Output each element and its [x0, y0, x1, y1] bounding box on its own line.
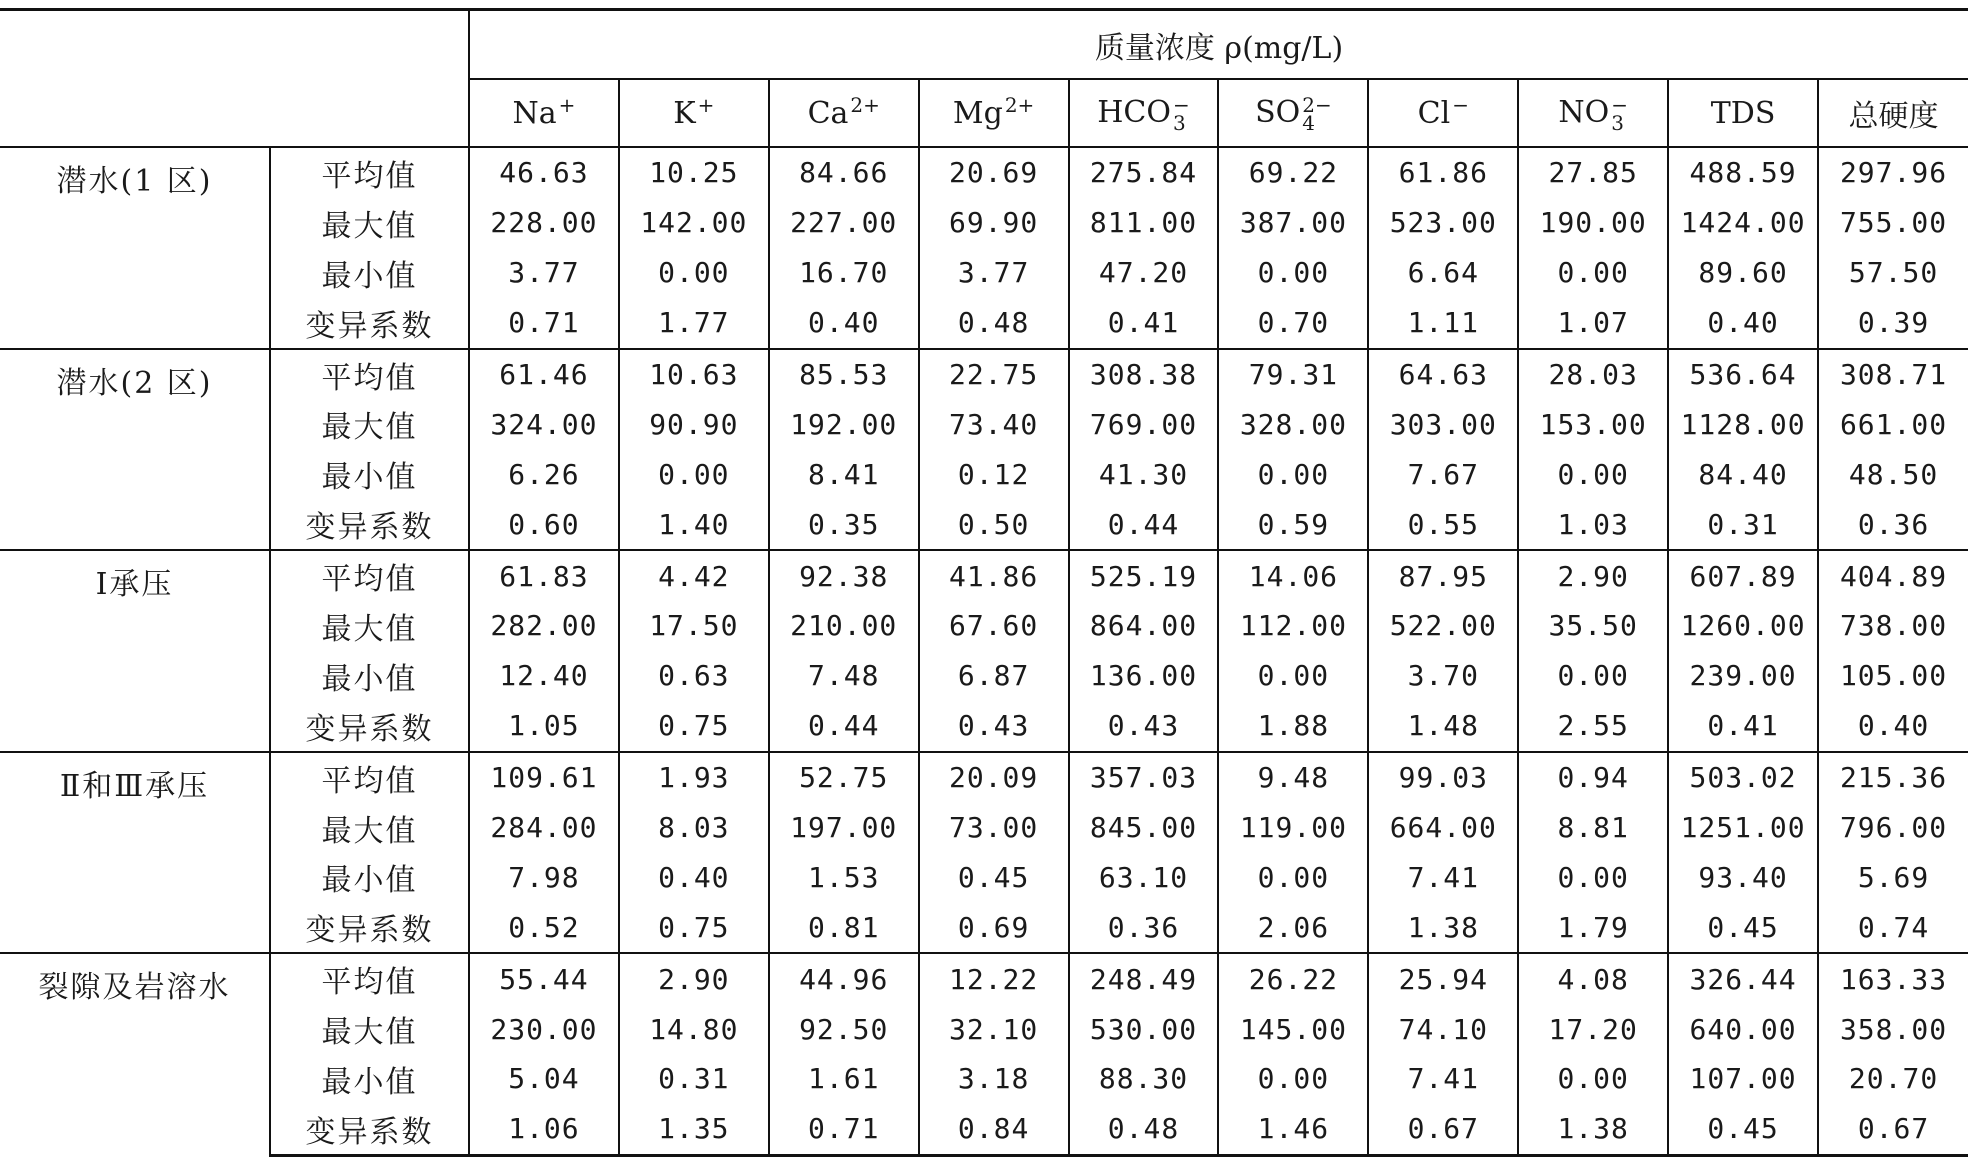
value-cell: 6.26 — [469, 449, 619, 499]
value-cell: 210.00 — [769, 601, 919, 651]
value-cell: 811.00 — [1069, 198, 1219, 248]
column-header — [1218, 79, 1368, 147]
column-header — [769, 79, 919, 147]
value-cell: 284.00 — [469, 803, 619, 853]
aquifer-group-label: 潜水(2 区) — [0, 349, 270, 551]
value-cell: 0.31 — [1668, 499, 1818, 550]
value-cell: 0.59 — [1218, 499, 1368, 550]
charge-superscript: + — [558, 92, 576, 117]
value-cell: 0.74 — [1818, 902, 1968, 953]
value-cell: 2.55 — [1518, 701, 1668, 752]
value-cell: 69.22 — [1218, 147, 1368, 198]
value-cell: 640.00 — [1668, 1004, 1818, 1054]
value-cell: 769.00 — [1069, 399, 1219, 449]
value-cell: 0.40 — [1668, 298, 1818, 349]
value-cell: 0.00 — [1218, 852, 1368, 902]
value-cell: 8.03 — [619, 803, 769, 853]
value-cell: 324.00 — [469, 399, 619, 449]
value-cell: 0.36 — [1818, 499, 1968, 550]
charge-superscript: 2+ — [850, 92, 880, 117]
value-cell: 4.08 — [1518, 953, 1668, 1004]
charge-superscript: 2− — [1302, 92, 1332, 117]
aquifer-group-label: Ⅱ和Ⅲ承压 — [0, 752, 270, 954]
value-cell: 404.89 — [1818, 550, 1968, 601]
statistic-label: 最大值 — [270, 198, 469, 248]
charge-superscript: − — [1172, 92, 1190, 117]
value-cell: 0.00 — [1518, 852, 1668, 902]
value-cell: 3.77 — [919, 248, 1069, 298]
value-cell: 0.45 — [919, 852, 1069, 902]
value-cell: 27.85 — [1518, 147, 1668, 198]
value-cell: 0.69 — [919, 902, 1069, 953]
value-cell: 44.96 — [769, 953, 919, 1004]
value-cell: 5.04 — [469, 1054, 619, 1104]
table-body — [0, 147, 1968, 1155]
value-cell: 3.70 — [1368, 651, 1518, 701]
column-header-label: Na — [512, 95, 557, 131]
header-corner — [0, 10, 469, 148]
value-cell: 1.46 — [1218, 1104, 1368, 1155]
value-cell: 2.90 — [619, 953, 769, 1004]
value-cell: 0.00 — [1218, 248, 1368, 298]
value-cell: 0.41 — [1668, 701, 1818, 752]
value-cell: 0.00 — [1518, 449, 1668, 499]
table-row — [0, 550, 1968, 601]
statistic-label: 最大值 — [270, 803, 469, 853]
statistic-label: 最小值 — [270, 651, 469, 701]
statistic-label: 变异系数 — [270, 298, 469, 349]
value-cell: 55.44 — [469, 953, 619, 1004]
value-cell: 0.36 — [1069, 902, 1219, 953]
value-cell: 8.81 — [1518, 803, 1668, 853]
table-row — [0, 601, 1968, 651]
statistic-label: 变异系数 — [270, 701, 469, 752]
value-cell: 79.31 — [1218, 349, 1368, 400]
value-cell: 227.00 — [769, 198, 919, 248]
value-cell: 1.11 — [1368, 298, 1518, 349]
value-cell: 153.00 — [1518, 399, 1668, 449]
value-cell: 14.06 — [1218, 550, 1368, 601]
value-cell: 0.71 — [769, 1104, 919, 1155]
value-cell: 8.41 — [769, 449, 919, 499]
value-cell: 0.41 — [1069, 298, 1219, 349]
value-cell: 17.20 — [1518, 1004, 1668, 1054]
value-cell: 145.00 — [1218, 1004, 1368, 1054]
value-cell: 92.50 — [769, 1004, 919, 1054]
statistic-label: 最大值 — [270, 399, 469, 449]
value-cell: 1251.00 — [1668, 803, 1818, 853]
value-cell: 738.00 — [1839, 609, 1948, 643]
value-cell: 25.94 — [1368, 953, 1518, 1004]
value-cell: 119.00 — [1218, 803, 1368, 853]
value-cell: 136.00 — [1069, 651, 1219, 701]
column-header — [469, 79, 619, 147]
value-cell: 0.70 — [1218, 298, 1368, 349]
value-cell: 0.55 — [1368, 499, 1518, 550]
column-header-label: HCO — [1097, 94, 1171, 130]
value-cell: 0.44 — [1069, 499, 1219, 550]
value-cell: 387.00 — [1218, 198, 1368, 248]
table-row — [0, 349, 1968, 400]
value-cell: 0.00 — [1218, 1054, 1368, 1104]
value-cell: 142.00 — [619, 198, 769, 248]
value-cell: 20.70 — [1848, 1062, 1939, 1096]
value-cell: 522.00 — [1368, 601, 1518, 651]
value-cell: 0.48 — [919, 298, 1069, 349]
value-cell: 84.40 — [1668, 449, 1818, 499]
table-row — [0, 399, 1968, 449]
value-cell: 0.00 — [1518, 651, 1668, 701]
value-cell: 14.80 — [619, 1004, 769, 1054]
column-header-label: NO — [1558, 94, 1610, 130]
value-cell: 35.50 — [1518, 601, 1668, 651]
value-cell: 20.09 — [919, 752, 1069, 803]
statistic-label: 最小值 — [270, 1054, 469, 1104]
column-header-label: Mg — [952, 95, 1003, 131]
value-cell: 326.44 — [1668, 953, 1818, 1004]
value-cell: 84.66 — [769, 147, 919, 198]
value-cell: 69.90 — [919, 198, 1069, 248]
value-cell: 0.63 — [619, 651, 769, 701]
column-header — [619, 79, 769, 147]
table-row — [0, 852, 1968, 902]
value-cell: 488.59 — [1668, 147, 1818, 198]
value-cell: 107.00 — [1668, 1054, 1818, 1104]
value-cell: 7.41 — [1368, 852, 1518, 902]
value-cell: 10.63 — [619, 349, 769, 400]
value-cell: 661.00 — [1839, 407, 1948, 441]
value-cell: 0.00 — [1518, 1054, 1668, 1104]
value-cell: 32.10 — [919, 1004, 1069, 1054]
value-cell: 282.00 — [469, 601, 619, 651]
value-cell: 607.89 — [1668, 550, 1818, 601]
value-cell: 0.50 — [919, 499, 1069, 550]
charge-superscript: − — [1452, 92, 1469, 117]
value-cell: 0.84 — [919, 1104, 1069, 1155]
value-cell: 1.93 — [619, 752, 769, 803]
value-cell: 864.00 — [1069, 601, 1219, 651]
value-cell: 297.96 — [1818, 147, 1968, 198]
value-cell: 112.00 — [1218, 601, 1368, 651]
statistic-label: 平均值 — [270, 550, 469, 601]
value-cell: 1260.00 — [1668, 601, 1818, 651]
value-cell: 0.52 — [469, 902, 619, 953]
value-cell: 1.03 — [1518, 499, 1668, 550]
value-cell: 0.71 — [469, 298, 619, 349]
value-cell: 248.49 — [1069, 953, 1219, 1004]
value-cell: 52.75 — [769, 752, 919, 803]
value-cell: 192.00 — [769, 399, 919, 449]
value-cell: 92.38 — [769, 550, 919, 601]
column-header-label: 总硬度 — [1848, 99, 1939, 134]
table-row — [0, 449, 1968, 499]
value-cell: 308.38 — [1069, 349, 1219, 400]
value-cell: 6.64 — [1368, 248, 1518, 298]
value-cell: 664.00 — [1368, 803, 1518, 853]
value-cell: 22.75 — [919, 349, 1069, 400]
value-cell: 4.42 — [619, 550, 769, 601]
value-cell: 109.61 — [469, 752, 619, 803]
value-cell: 67.60 — [919, 601, 1069, 651]
value-cell: 47.20 — [1069, 248, 1219, 298]
count-subscript: 4 — [1302, 110, 1315, 135]
value-cell: 0.81 — [769, 902, 919, 953]
value-cell: 1128.00 — [1668, 399, 1818, 449]
table-row — [0, 298, 1968, 349]
value-cell: 503.02 — [1668, 752, 1818, 803]
value-cell: 0.40 — [1818, 701, 1968, 752]
value-cell: 0.48 — [1069, 1104, 1219, 1155]
value-cell: 0.00 — [1518, 248, 1668, 298]
column-header — [919, 79, 1069, 147]
value-cell: 0.00 — [1218, 651, 1368, 701]
value-cell: 0.00 — [1218, 449, 1368, 499]
value-cell: 358.00 — [1839, 1012, 1948, 1046]
value-cell: 3.18 — [919, 1054, 1069, 1104]
table-header — [0, 10, 1968, 148]
value-cell: 2.90 — [1518, 550, 1668, 601]
column-header-label: TDS — [1710, 95, 1776, 131]
aquifer-group-label: 潜水(1 区) — [0, 147, 270, 349]
value-cell: 90.90 — [619, 399, 769, 449]
value-cell: 0.39 — [1818, 298, 1968, 349]
column-header — [1368, 79, 1518, 147]
value-cell: 1.07 — [1518, 298, 1668, 349]
value-cell: 0.40 — [769, 298, 919, 349]
column-header — [1518, 79, 1668, 147]
water-chemistry-table — [0, 8, 1968, 1157]
value-cell: 1.40 — [619, 499, 769, 550]
value-cell: 1.06 — [469, 1104, 619, 1155]
value-cell: 0.35 — [769, 499, 919, 550]
count-subscript: 3 — [1611, 110, 1624, 135]
statistic-label: 最小值 — [270, 449, 469, 499]
charge-superscript: + — [697, 92, 715, 117]
value-cell: 28.03 — [1518, 349, 1668, 400]
charge-superscript: 2+ — [1004, 92, 1035, 117]
value-cell: 0.31 — [619, 1054, 769, 1104]
value-cell: 523.00 — [1368, 198, 1518, 248]
value-cell: 1.05 — [469, 701, 619, 752]
value-cell: 755.00 — [1839, 206, 1948, 240]
value-cell: 10.25 — [619, 147, 769, 198]
value-cell: 99.03 — [1368, 752, 1518, 803]
value-cell: 0.75 — [619, 902, 769, 953]
value-cell: 0.67 — [1368, 1104, 1518, 1155]
table-row — [0, 651, 1968, 701]
statistic-label: 平均值 — [270, 953, 469, 1004]
value-cell: 530.00 — [1069, 1004, 1219, 1054]
value-cell: 190.00 — [1518, 198, 1668, 248]
value-cell: 1.77 — [619, 298, 769, 349]
value-cell: 26.22 — [1218, 953, 1368, 1004]
table-row — [0, 1004, 1968, 1054]
table-row — [0, 902, 1968, 953]
statistic-label: 最大值 — [270, 601, 469, 651]
column-header-label: Cl — [1417, 95, 1451, 131]
value-cell: 0.94 — [1518, 752, 1668, 803]
value-cell: 0.40 — [619, 852, 769, 902]
value-cell: 1.53 — [769, 852, 919, 902]
value-cell: 0.00 — [619, 449, 769, 499]
value-cell: 85.53 — [769, 349, 919, 400]
value-cell: 0.43 — [1069, 701, 1219, 752]
value-cell: 2.06 — [1218, 902, 1368, 953]
value-cell: 163.33 — [1818, 953, 1968, 1004]
value-cell: 845.00 — [1069, 803, 1219, 853]
statistic-label: 最小值 — [270, 248, 469, 298]
value-cell: 20.69 — [919, 147, 1069, 198]
value-cell: 61.83 — [469, 550, 619, 601]
value-cell: 41.30 — [1069, 449, 1219, 499]
value-cell: 230.00 — [469, 1004, 619, 1054]
table-row — [0, 198, 1968, 248]
value-cell: 61.46 — [469, 349, 619, 400]
column-header — [1818, 79, 1968, 147]
value-cell: 328.00 — [1218, 399, 1368, 449]
value-cell: 308.71 — [1818, 349, 1968, 400]
charge-superscript: − — [1611, 92, 1628, 117]
value-cell: 228.00 — [469, 198, 619, 248]
value-cell: 88.30 — [1069, 1054, 1219, 1104]
value-cell: 61.86 — [1368, 147, 1518, 198]
value-cell: 17.50 — [619, 601, 769, 651]
value-cell: 1.61 — [769, 1054, 919, 1104]
value-cell: 105.00 — [1839, 659, 1948, 693]
value-cell: 525.19 — [1069, 550, 1219, 601]
value-cell: 73.00 — [919, 803, 1069, 853]
count-subscript: 3 — [1172, 110, 1186, 135]
value-cell: 46.63 — [469, 147, 619, 198]
statistic-label: 平均值 — [270, 349, 469, 400]
table-row — [0, 1104, 1968, 1155]
table-row — [0, 701, 1968, 752]
value-cell: 0.75 — [619, 701, 769, 752]
statistic-label: 平均值 — [270, 147, 469, 198]
value-cell: 197.00 — [769, 803, 919, 853]
value-cell: 7.67 — [1368, 449, 1518, 499]
value-cell: 239.00 — [1668, 651, 1818, 701]
value-cell: 89.60 — [1668, 248, 1818, 298]
value-cell: 1.48 — [1368, 701, 1518, 752]
value-cell: 3.77 — [469, 248, 619, 298]
statistic-label: 最小值 — [270, 852, 469, 902]
value-cell: 7.48 — [769, 651, 919, 701]
value-cell: 0.00 — [619, 248, 769, 298]
value-cell: 9.48 — [1218, 752, 1368, 803]
concentration-group-header: 质量浓度 ρ(mg/L) — [469, 10, 1968, 80]
table-row — [0, 953, 1968, 1004]
table-row — [0, 147, 1968, 198]
value-cell: 1.38 — [1368, 902, 1518, 953]
value-cell: 0.44 — [769, 701, 919, 752]
value-cell: 0.67 — [1818, 1104, 1968, 1155]
value-cell: 5.69 — [1857, 860, 1930, 894]
aquifer-group-label: 裂隙及岩溶水 — [0, 953, 270, 1155]
value-cell: 73.40 — [919, 399, 1069, 449]
value-cell: 1.38 — [1518, 1104, 1668, 1155]
value-cell: 0.60 — [469, 499, 619, 550]
value-cell: 74.10 — [1368, 1004, 1518, 1054]
value-cell: 215.36 — [1818, 752, 1968, 803]
value-cell: 12.40 — [469, 651, 619, 701]
value-cell: 275.84 — [1069, 147, 1219, 198]
table-row — [0, 803, 1968, 853]
value-cell: 6.87 — [919, 651, 1069, 701]
table-row — [0, 499, 1968, 550]
column-header-label: Ca — [807, 95, 849, 131]
value-cell: 1424.00 — [1668, 198, 1818, 248]
statistic-label: 变异系数 — [270, 499, 469, 550]
statistic-label: 变异系数 — [270, 902, 469, 953]
value-cell: 796.00 — [1839, 811, 1948, 845]
aquifer-group-label: Ⅰ承压 — [0, 550, 270, 752]
column-header — [1668, 79, 1818, 147]
column-header-label: K — [673, 95, 696, 131]
value-cell: 357.03 — [1069, 752, 1219, 803]
value-cell: 41.86 — [919, 550, 1069, 601]
statistic-label: 变异系数 — [270, 1104, 469, 1155]
value-cell: 1.79 — [1518, 902, 1668, 953]
value-cell: 1.88 — [1218, 701, 1368, 752]
table-row — [0, 752, 1968, 803]
value-cell: 12.22 — [919, 953, 1069, 1004]
value-cell: 7.98 — [469, 852, 619, 902]
value-cell: 0.45 — [1668, 902, 1818, 953]
value-cell: 93.40 — [1668, 852, 1818, 902]
value-cell: 48.50 — [1848, 457, 1939, 491]
table-row — [0, 1054, 1968, 1104]
statistic-label: 平均值 — [270, 752, 469, 803]
value-cell: 16.70 — [769, 248, 919, 298]
column-header-label: SO — [1255, 94, 1301, 130]
value-cell: 7.41 — [1368, 1054, 1518, 1104]
value-cell: 1.35 — [619, 1104, 769, 1155]
table-row — [0, 248, 1968, 298]
value-cell: 303.00 — [1368, 399, 1518, 449]
value-cell: 57.50 — [1848, 256, 1939, 290]
value-cell: 63.10 — [1069, 852, 1219, 902]
value-cell: 536.64 — [1668, 349, 1818, 400]
column-header — [1069, 79, 1219, 147]
value-cell: 0.45 — [1668, 1104, 1818, 1155]
value-cell: 0.43 — [919, 701, 1069, 752]
statistic-label: 最大值 — [270, 1004, 469, 1054]
value-cell: 64.63 — [1368, 349, 1518, 400]
value-cell: 87.95 — [1368, 550, 1518, 601]
value-cell: 0.12 — [919, 449, 1069, 499]
